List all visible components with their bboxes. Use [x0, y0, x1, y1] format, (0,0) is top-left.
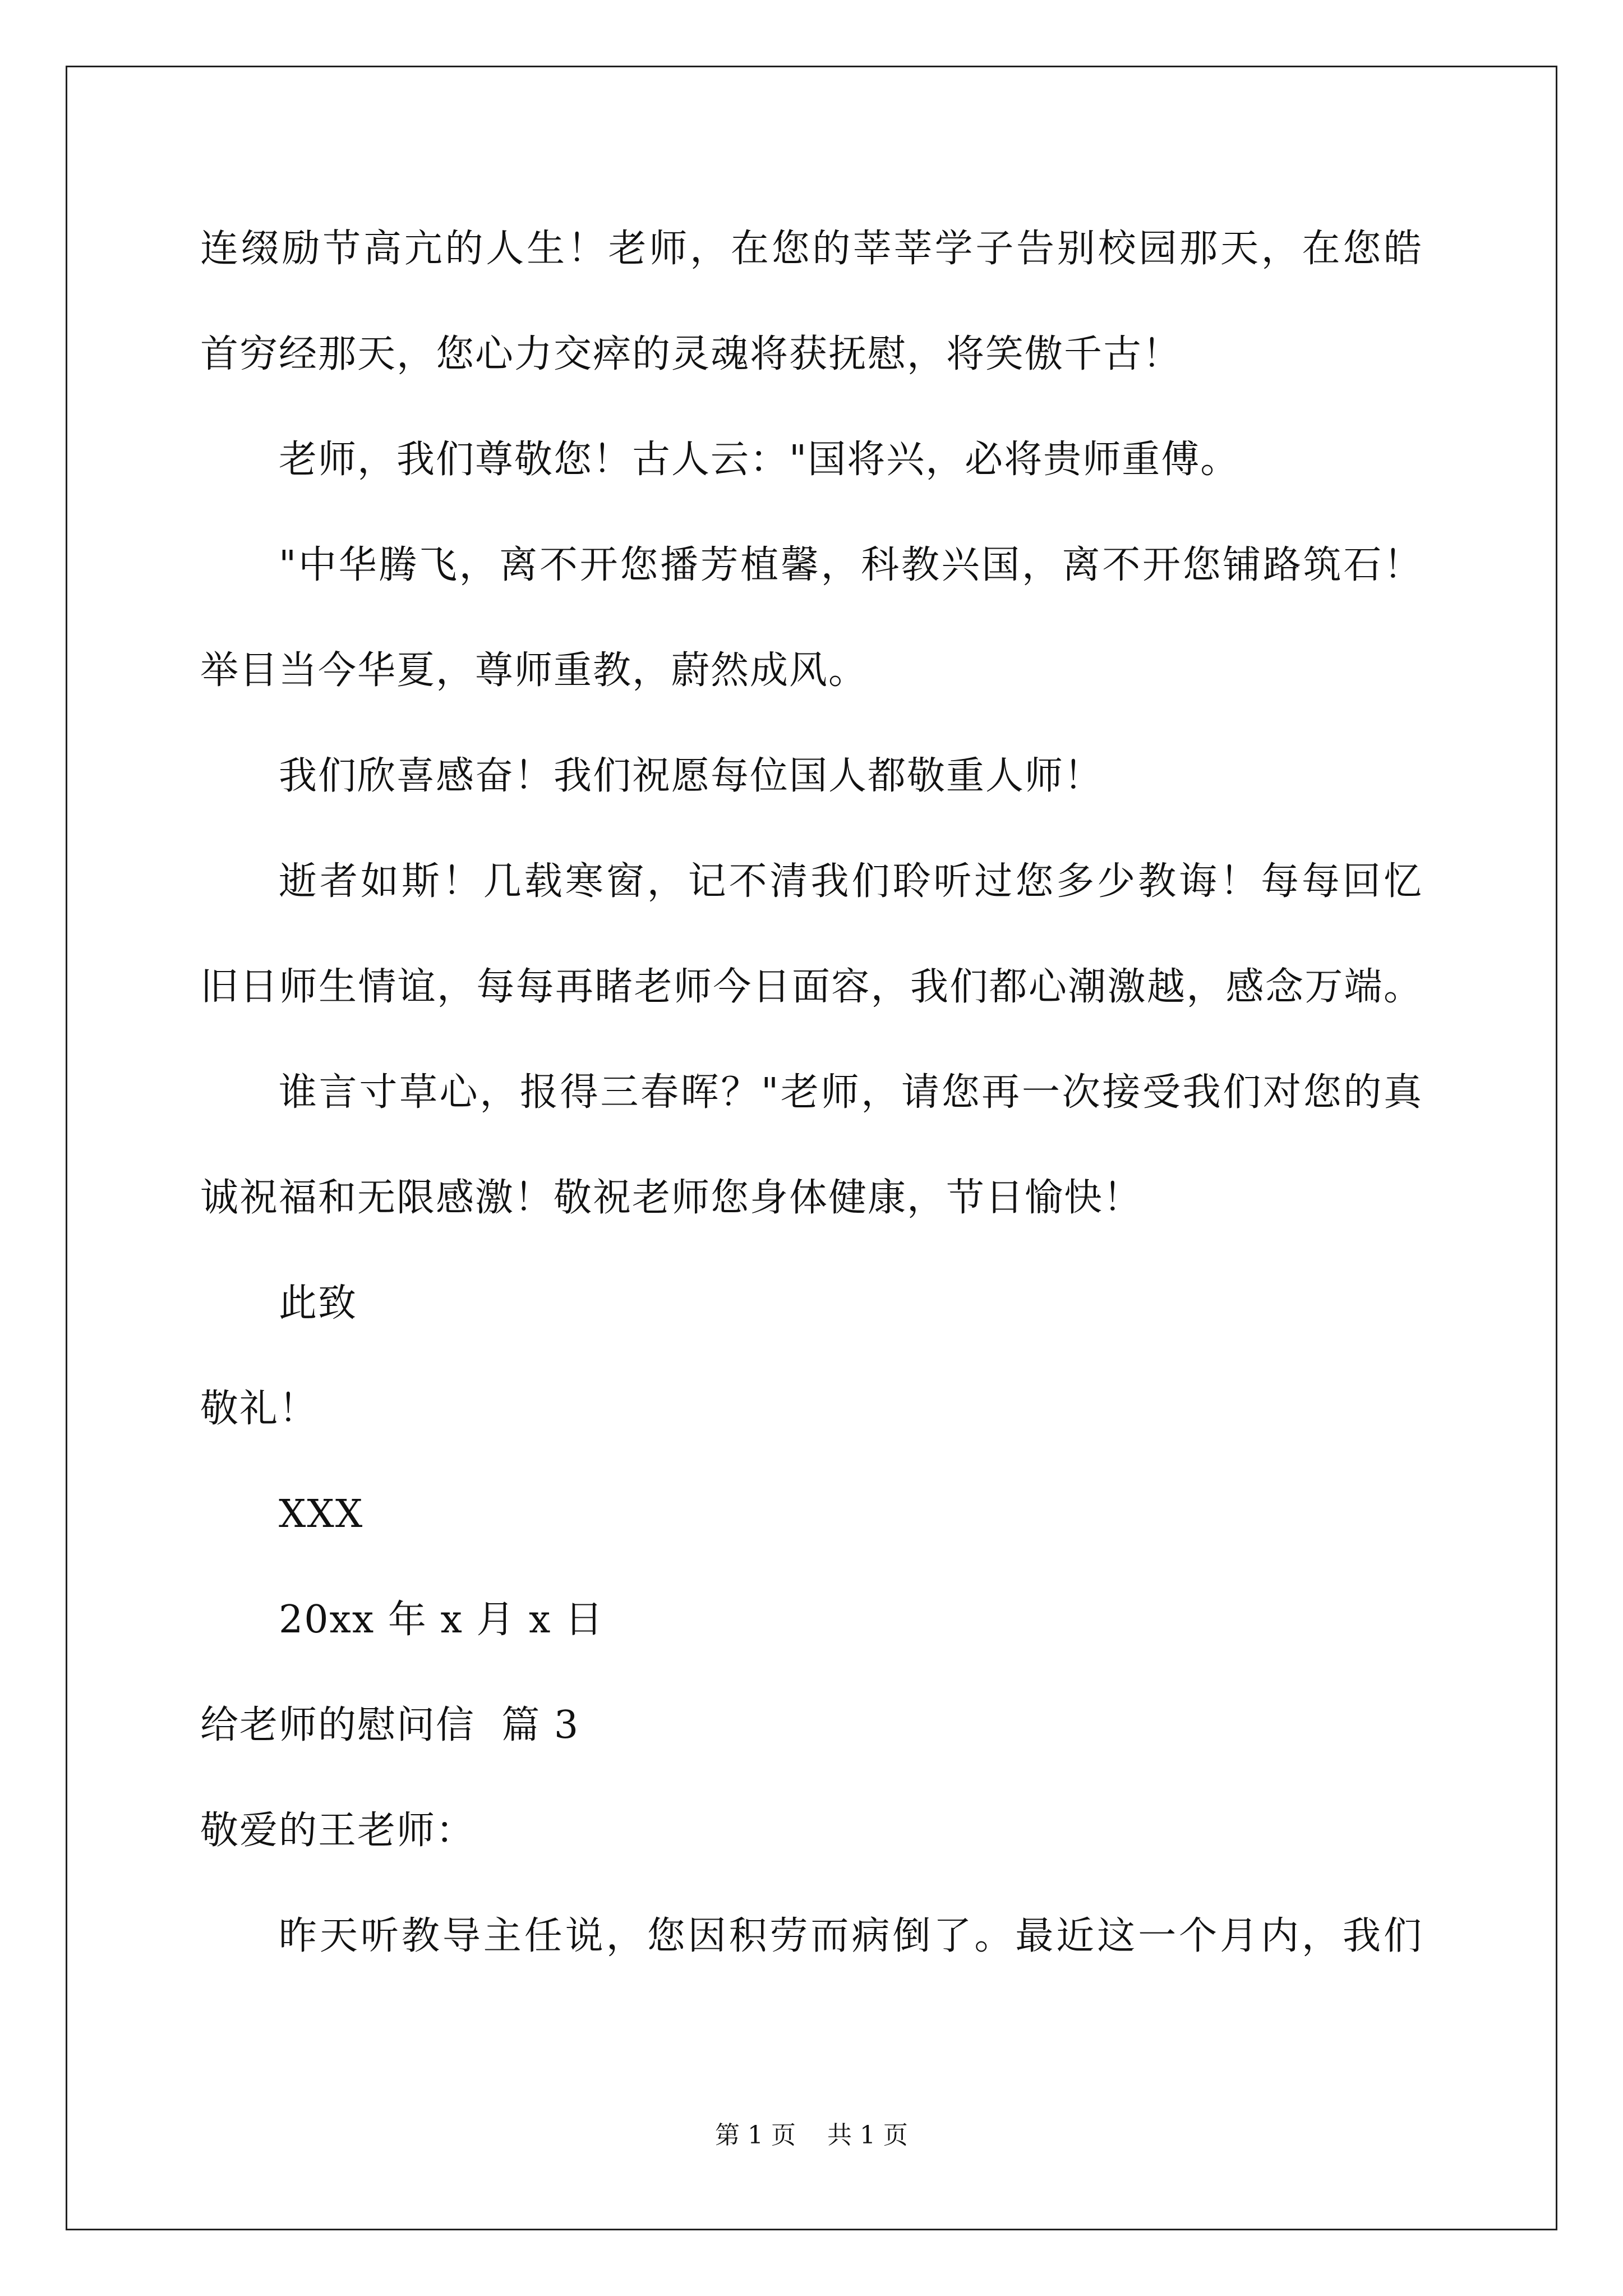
text-line: 我们欣喜感奋！我们祝愿每位国人都敬重人师！	[279, 754, 1104, 798]
text-line: 旧日师生情谊，每每再睹老师今日面容，我们都心潮激越，感念万端。	[200, 965, 1423, 1009]
text-line: 连缀励节高亢的人生！老师，在您的莘莘学子告别校园那天，在您皓	[200, 227, 1423, 271]
page-number-footer: 第 1 页 共 1 页	[715, 2121, 908, 2150]
section-heading: 给老师的慰问信 篇 3	[200, 1703, 580, 1747]
letter-greeting: 敬爱的王老师：	[200, 1809, 476, 1853]
signature: XXX	[279, 1492, 364, 1536]
text-line: 逝者如斯！几载寒窗，记不清我们聆听过您多少教诲！每每回忆	[279, 859, 1423, 904]
text-line: "中华腾飞，离不开您播芳植馨，科教兴国，离不开您铺路筑石！	[279, 543, 1423, 587]
text-line: 谁言寸草心，报得三春晖？"老师，请您再一次接受我们对您的真	[279, 1070, 1423, 1115]
text-line: 举目当今华夏，尊师重教，蔚然成风。	[200, 648, 868, 693]
text-line: 诚祝福和无限感激！敬祝老师您身体健康，节日愉快！	[200, 1176, 1143, 1220]
text-line: 老师，我们尊敬您！古人云："国将兴，必将贵师重傅。	[279, 438, 1240, 482]
text-line: 首穷经那天，您心力交瘁的灵魂将获抚慰，将笑傲千古！	[200, 332, 1182, 376]
date-line: 20xx 年 x 月 x 日	[279, 1598, 605, 1642]
salutation-closing: 敬礼！	[200, 1387, 319, 1431]
text-line: 昨天听教导主任说，您因积劳而病倒了。最近这一个月内，我们	[279, 1914, 1423, 1958]
closing-phrase: 此致	[279, 1281, 358, 1326]
page-border	[66, 66, 1557, 2230]
